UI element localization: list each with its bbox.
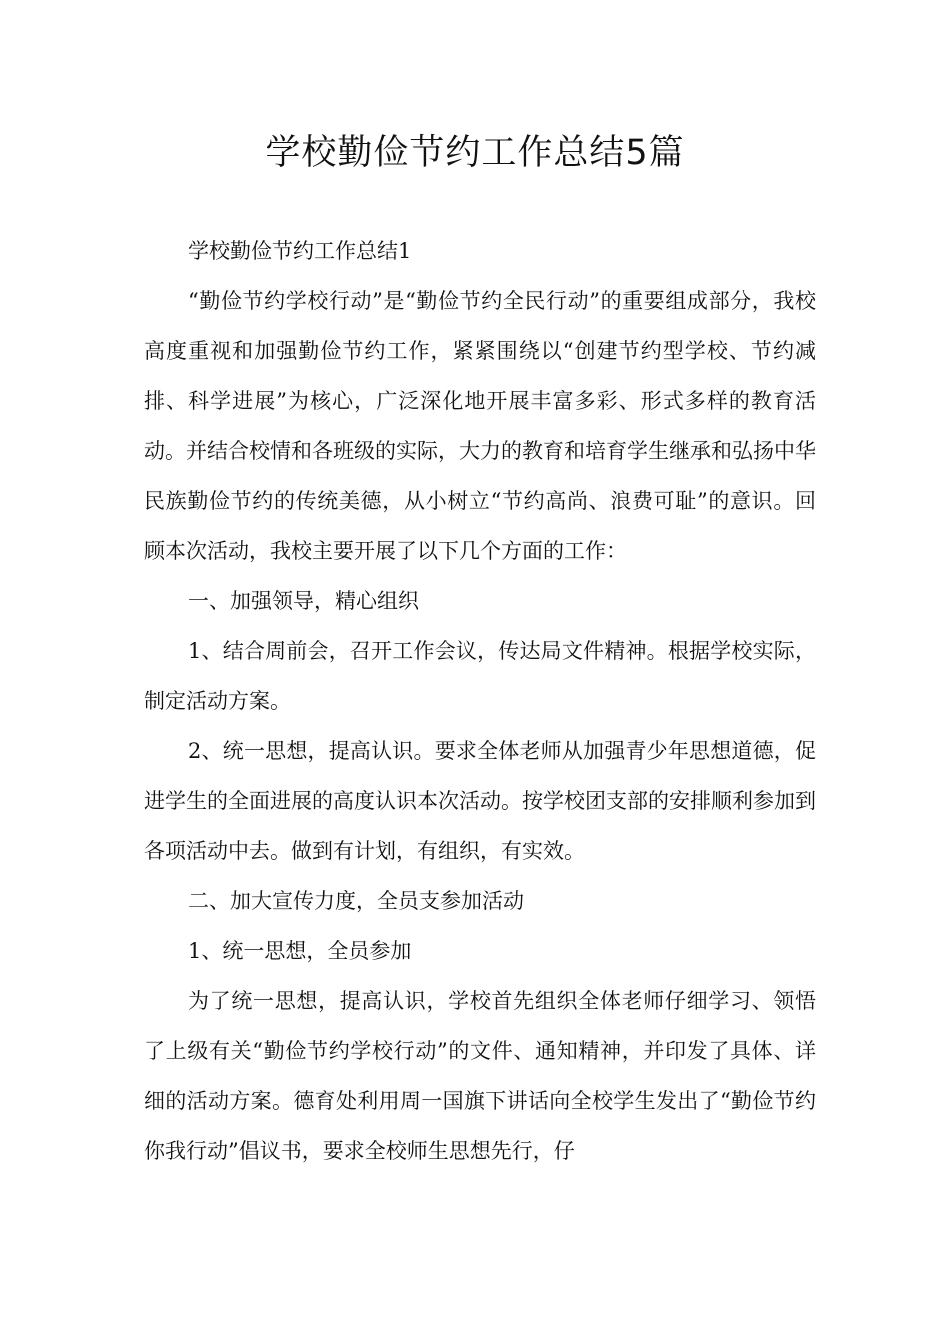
section-heading: 一、加强领导，精心组织 xyxy=(188,589,419,613)
document-body xyxy=(144,226,816,1176)
paragraph: 2、统一思想，提高认识。要求全体老师从加强青少年思想道德，促进学生的全面进展的高度认识本次活动。按学校团支部的安排顺利参加到各项活动中去。做到有计划，有组织，有实效。 xyxy=(144,739,816,863)
section-heading: 1、统一思想，全员参加 xyxy=(188,939,412,963)
section-heading: 学校勤俭节约工作总结1 xyxy=(188,239,412,263)
paragraph: 为了统一思想，提高认识，学校首先组织全体老师仔细学习、领悟了上级有关“勤俭节约学校行动”的文件、通知精神，并印发了具体、详细的活动方案。德育处利用周一国旗下讲话向全校学生发出了“勤俭节约你我行动”倡议书，要求全校师生思想先行，仔 xyxy=(144,989,816,1163)
paragraph: “勤俭节约学校行动”是“勤俭节约全民行动”的重要组成部分，我校高度重视和加强勤俭节约工作，紧紧围绕以“创建节约型学校、节约减排、科学进展”为核心，广泛深化地开展丰富多彩、形式多样的教育活动。并结合校情和各班级的实际，大力的教育和培育学生继承和弘扬中华民族勤俭节约的传统美德，从小树立“节约高尚、浪费可耻”的意识。回顾本次活动，我校主要开展了以下几个方面的工作： xyxy=(144,289,816,563)
section-heading: 二、加大宣传力度，全员支参加活动 xyxy=(188,889,524,913)
paragraph: 1、结合周前会，召开工作会议，传达局文件精神。根据学校实际，制定活动方案。 xyxy=(144,639,816,713)
document-title: 学校勤俭节约工作总结5篇 xyxy=(265,133,685,173)
